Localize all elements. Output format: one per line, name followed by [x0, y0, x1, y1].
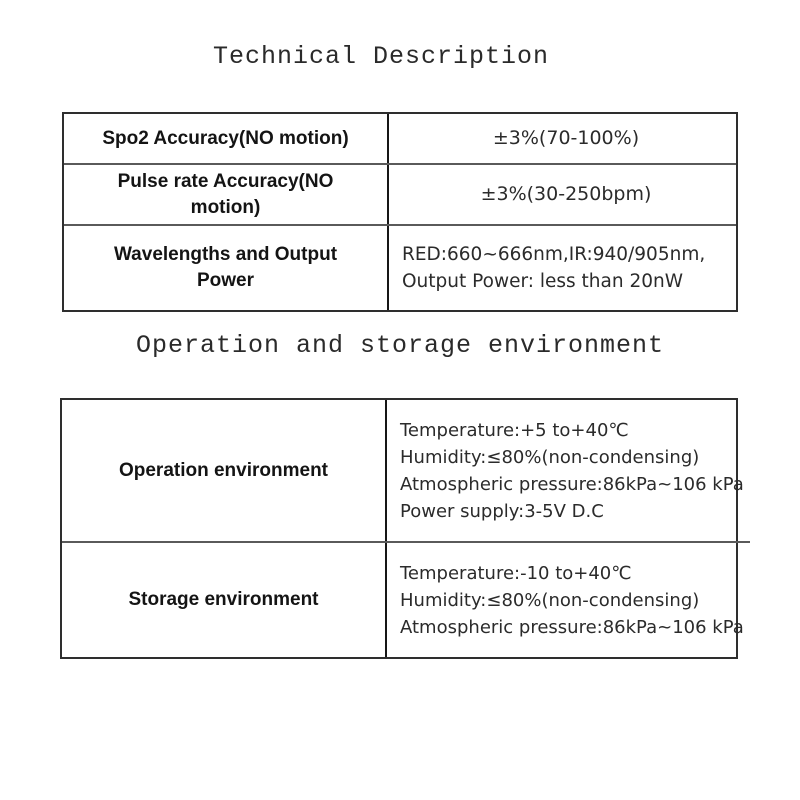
spec-value-line: Power supply:3-5V D.C — [400, 500, 604, 522]
spec-name-cell — [64, 165, 387, 224]
spec-value-line: Output Power: less than 20nW — [402, 271, 684, 292]
spec-value-line: Temperature:-10 to+40℃ — [400, 562, 632, 584]
spec-name-cell — [62, 400, 385, 541]
spec-value-cell — [385, 400, 750, 541]
spec-name-cell — [62, 543, 385, 657]
spec-name-text: Pulse rate Accuracy(NO motion) — [117, 170, 334, 218]
spec-name-text: Spo2 Accuracy(NO motion) — [102, 127, 349, 149]
spec-value-cell — [387, 114, 736, 163]
spec-value-line: Humidity:≤80%(non-condensing) — [400, 446, 700, 468]
spec-value-line: Temperature:+5 to+40℃ — [400, 419, 629, 441]
spec-value-line: Atmospheric pressure:86kPa~106 kPa — [400, 616, 744, 638]
section-title-technical-description: Technical Description — [212, 42, 550, 71]
spec-name-cell — [64, 114, 387, 163]
table-row-spo2-accuracy — [64, 114, 736, 163]
table-row-storage-environment — [62, 541, 750, 657]
section-title-operation-storage-environment: Operation and storage environment — [135, 331, 665, 360]
spec-value-line: Humidity:≤80%(non-condensing) — [400, 589, 700, 611]
technical-description-table — [62, 112, 738, 312]
spec-name-text: Operation environment — [118, 459, 329, 481]
spec-value-cell — [387, 226, 736, 310]
spec-value-line: RED:660~666nm,IR:940/905nm, — [402, 244, 706, 265]
table-row-pulse-rate-accuracy — [64, 163, 736, 224]
spec-name-text: Storage environment — [128, 589, 319, 610]
spec-value-cell — [387, 165, 736, 224]
spec-name-cell — [64, 226, 387, 310]
table-row-operation-environment — [62, 400, 750, 541]
spec-value-text: ±3%(70-100%) — [492, 127, 640, 149]
spec-value-text: ±3%(30-250bpm) — [480, 183, 652, 205]
environment-table — [60, 398, 744, 659]
spec-value-cell — [385, 543, 750, 657]
spec-name-text: Wavelengths and Output Power — [113, 244, 338, 291]
table-row-wavelengths-output-power — [64, 224, 736, 310]
spec-value-line: Atmospheric pressure:86kPa~106 kPa — [400, 473, 744, 495]
